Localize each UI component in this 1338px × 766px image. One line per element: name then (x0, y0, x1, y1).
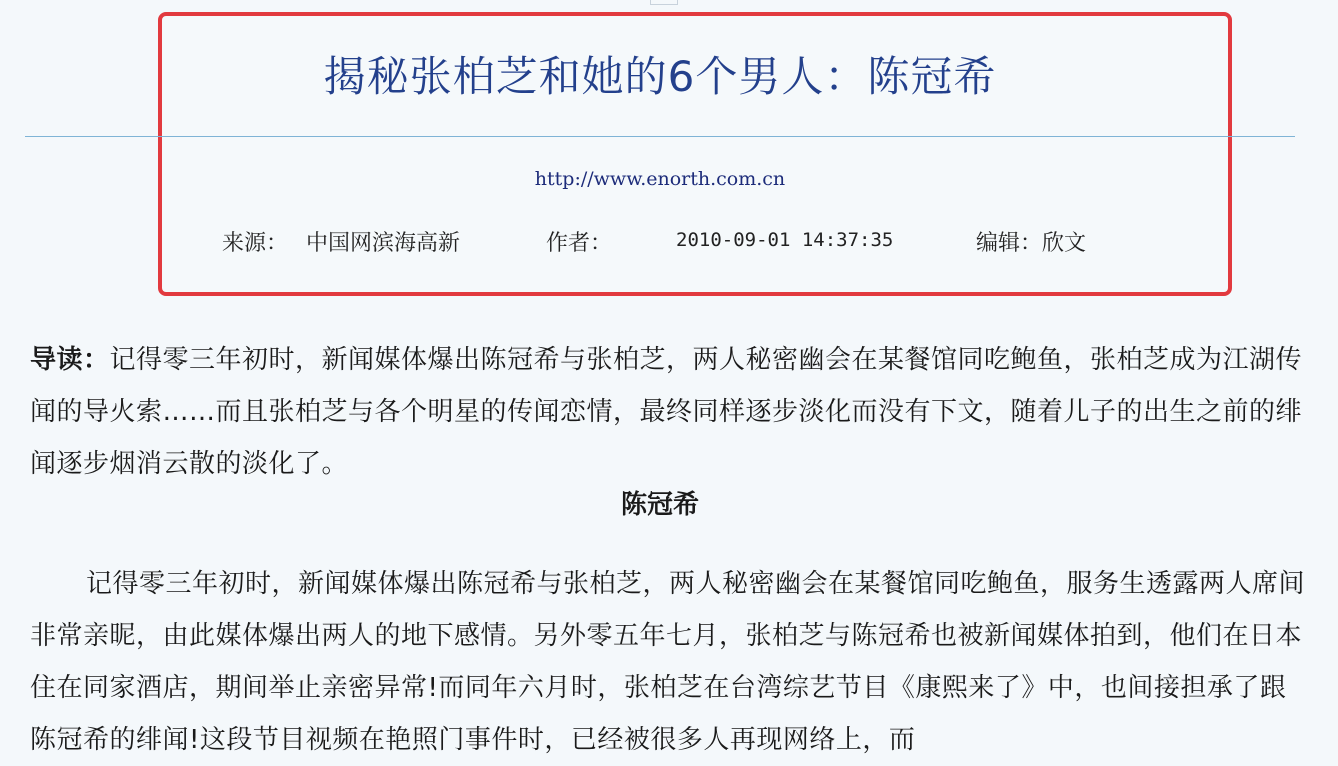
body-paragraph: 记得零三年初时，新闻媒体爆出陈冠希与张柏芝，两人秘密幽会在某餐馆同吃鲍鱼，服务生透露两人席间非常亲昵，由此媒体爆出两人的地下感情。另外零五年七月，张柏芝与陈冠希也被新闻媒体拍到，他们在日本住在同家酒店，期间举止亲密异常!而同年六月时，张柏芝在台湾综艺节目《康熙来了》中，也间接担承了跟陈冠希的绯闻!这段节目视频在艳照门事件时，已经被很多人再现网络上，而 (30, 569, 1306, 755)
section-heading: 陈冠希 (620, 490, 699, 520)
title-divider (25, 136, 1295, 137)
source-value: 中国网滨海高新 (306, 231, 461, 256)
site-url-link[interactable]: http://www.enorth.com.cn (534, 168, 786, 190)
editor-label: 编辑：欣文 (976, 231, 1087, 256)
lead-label: 导读： (30, 345, 110, 375)
lead-text: 记得零三年初时，新闻媒体爆出陈冠希与张柏芝，两人秘密幽会在某餐馆同吃鲍鱼，张柏芝成为江湖传闻的导火索……而且张柏芝与各个明星的传闻恋情，最终同样逐步淡化而没有下文，随着儿子的出生之前的绯闻逐步烟消云散的淡化了。 (30, 345, 1303, 479)
source-label: 来源： (222, 231, 289, 256)
author-label: 作者： (546, 231, 613, 256)
publish-datetime: 2010-09-01 14:37:35 (676, 229, 894, 251)
article-title: 揭秘张柏芝和她的6个男人：陈冠希 (323, 52, 997, 101)
top-tab-mark (650, 0, 678, 5)
lead-paragraph (30, 334, 1306, 490)
